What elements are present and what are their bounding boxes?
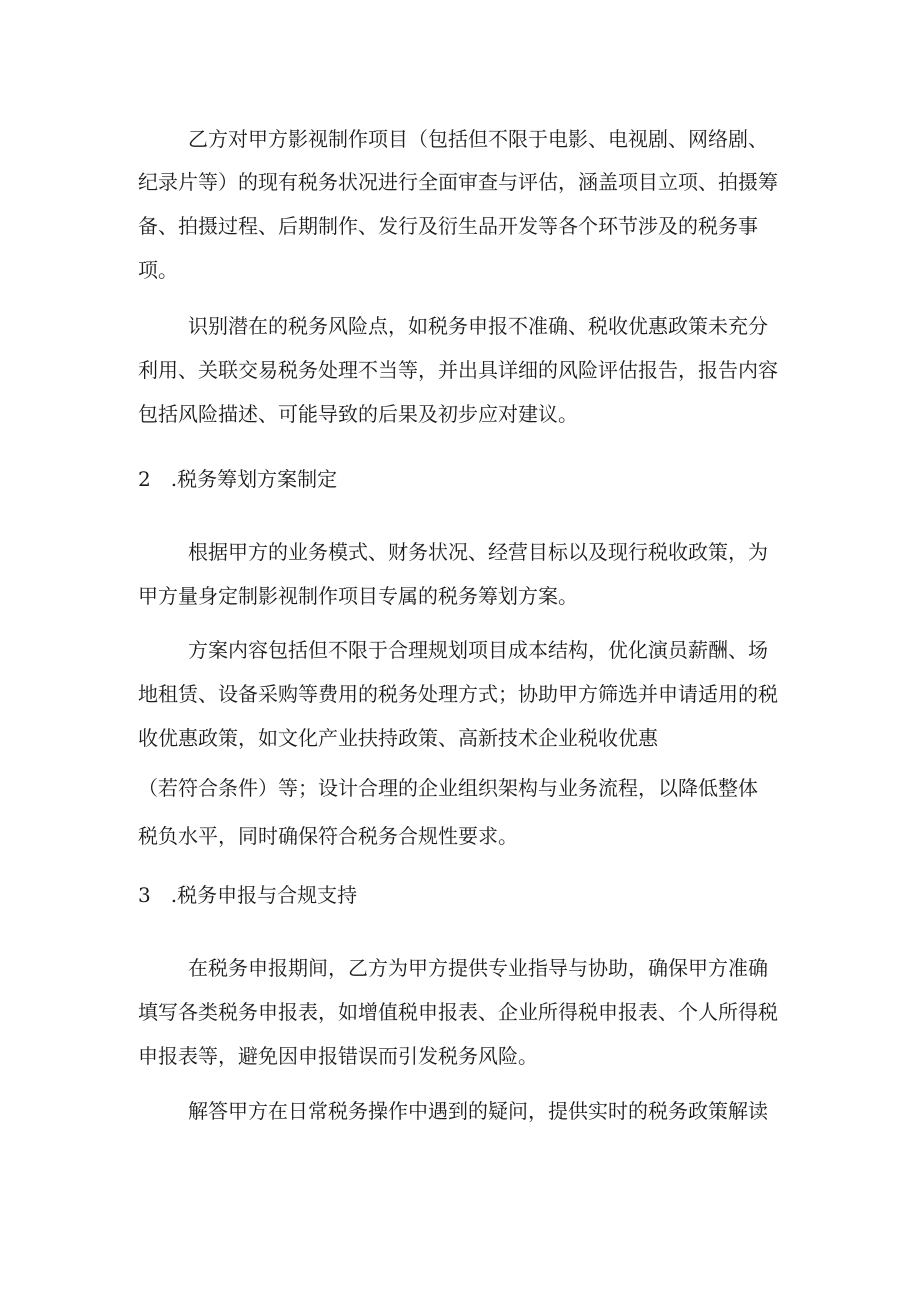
paragraph-5-line-1: 在税务申报期间，乙方为甲方提供专业指导与协助，确保甲方准确 xyxy=(188,956,768,980)
paragraph-2-line-2: 利用、关联交易税务处理不当等，并出具详细的风险评估报告，报告内容 xyxy=(138,358,778,382)
paragraph-4-line-4: （若符合条件）等；设计合理的企业组织架构与业务流程，以降低整体 xyxy=(138,776,758,800)
paragraph-2-line-3: 包括风险描述、可能导致的后果及初步应对建议。 xyxy=(138,402,578,426)
section-heading-3: 3 .税务申报与合规支持 xyxy=(138,883,358,907)
paragraph-5-line-3: 申报表等，避免因申报错误而引发税务风险。 xyxy=(138,1044,538,1068)
paragraph-3-line-1: 根据甲方的业务模式、财务状况、经营目标以及现行税收政策，为 xyxy=(188,540,768,564)
paragraph-4-line-3: 收优惠政策，如文化产业扶持政策、高新技术企业税收优惠 xyxy=(138,726,658,750)
paragraph-6-line-1: 解答甲方在日常税务操作中遇到的疑问，提供实时的税务政策解读 xyxy=(188,1099,768,1123)
paragraph-5-line-2: 填写各类税务申报表，如增值税申报表、企业所得税申报表、个人所得税 xyxy=(138,1000,778,1024)
paragraph-1-line-2: 纪录片等）的现有税务状况进行全面审查与评估，涵盖项目立项、拍摄筹 xyxy=(138,170,778,194)
paragraph-1-line-3: 备、拍摄过程、后期制作、发行及衍生品开发等各个环节涉及的税务事 xyxy=(138,214,758,238)
section-heading-2: 2 .税务筹划方案制定 xyxy=(138,467,338,491)
paragraph-1-line-4: 项。 xyxy=(138,258,178,282)
paragraph-4-line-5: 税负水平，同时确保符合税务合规性要求。 xyxy=(138,824,518,848)
paragraph-4-line-2: 地租赁、设备采购等费用的税务处理方式；协助甲方筛选并申请适用的税 xyxy=(138,682,778,706)
paragraph-3-line-2: 甲方量身定制影视制作项目专属的税务筹划方案。 xyxy=(138,584,578,608)
paragraph-2-line-1: 识别潜在的税务风险点，如税务申报不准确、税收优惠政策未充分 xyxy=(188,314,768,338)
paragraph-1-line-1: 乙方对甲方影视制作项目（包括但不限于电影、电视剧、网络剧、 xyxy=(188,127,768,151)
paragraph-4-line-1: 方案内容包括但不限于合理规划项目成本结构，优化演员薪酬、场 xyxy=(188,638,768,662)
